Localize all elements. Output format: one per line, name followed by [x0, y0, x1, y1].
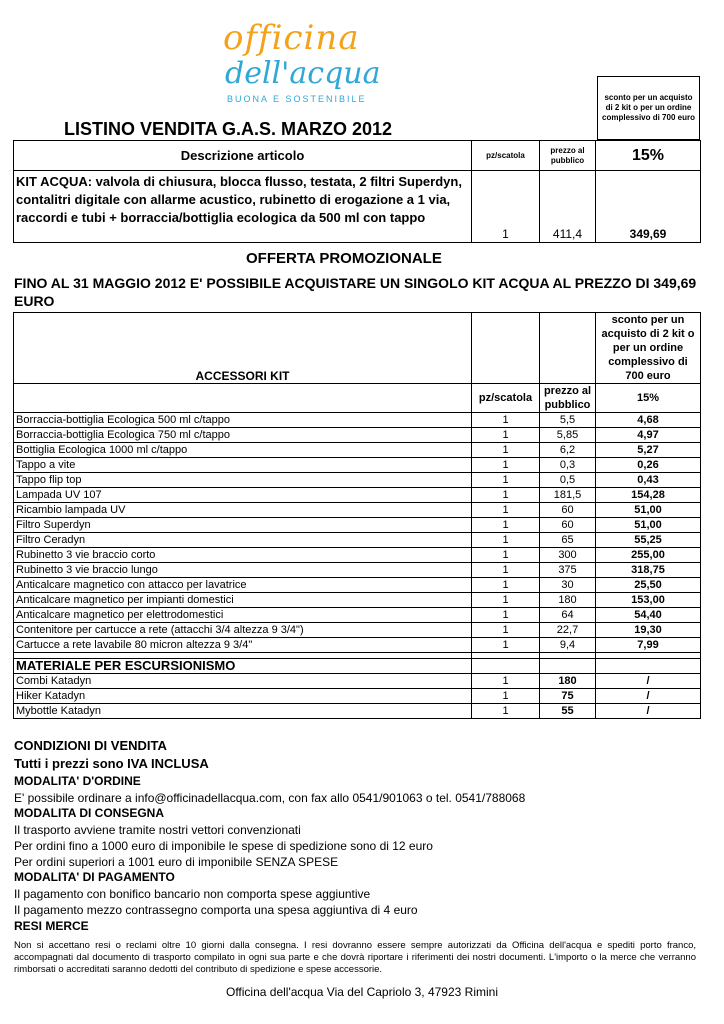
- logo-tagline: BUONA E SOSTENIBILE: [227, 94, 367, 104]
- returns-text: Non si accettano resi o reclami oltre 10 giorni dalla consegna. I resi dovranno essere sempre autorizzati da Officina dell'acqua e spediti porto franco, accompagnati dal documento di trasporto compilato in ogni sua parte e che dovrà riportare i riferimenti dei nostri documenti. L'importo o la merce che verranno rimborsati o accreditati saranno dedotti del contributo di spedizione e spese accessorie.: [14, 940, 696, 975]
- item-pz: 1: [472, 428, 540, 443]
- table-row: [14, 533, 701, 548]
- offer-title: OFFERTA PROMOZIONALE: [246, 250, 442, 267]
- table-row: [14, 563, 701, 578]
- offer-text: FINO AL 31 MAGGIO 2012 E' POSSIBILE ACQUISTARE UN SINGOLO KIT ACQUA AL PREZZO DI 349,69 EURO: [14, 275, 697, 309]
- col-description-header: Descrizione articolo: [14, 141, 472, 171]
- item-pz: 1: [472, 458, 540, 473]
- item-name: Filtro Superdyn: [14, 518, 472, 533]
- item-pz: 1: [472, 413, 540, 428]
- col-pz-header: pz/scatola: [472, 141, 540, 171]
- item-name: Mybottle Katadyn: [14, 704, 472, 719]
- logo-text-officina: officina: [223, 18, 360, 58]
- col-price-header: prezzo al pubblico: [540, 384, 596, 413]
- item-pz: 1: [472, 473, 540, 488]
- item-discounted-price: /: [596, 704, 701, 719]
- empty-cell: [540, 659, 596, 674]
- item-price: 60: [540, 518, 596, 533]
- page-title: LISTINO VENDITA G.A.S. MARZO 2012: [64, 119, 393, 139]
- item-name: Rubinetto 3 vie braccio corto: [14, 548, 472, 563]
- item-pz: 1: [472, 548, 540, 563]
- item-name: Rubinetto 3 vie braccio lungo: [14, 563, 472, 578]
- item-price: 181,5: [540, 488, 596, 503]
- table-row: [14, 578, 701, 593]
- item-price: 55: [540, 704, 596, 719]
- item-discounted-price: 153,00: [596, 593, 701, 608]
- logo-text-dellacqua: dell'acqua: [225, 56, 381, 91]
- item-price: 30: [540, 578, 596, 593]
- empty-cell: [14, 384, 472, 413]
- accessories-title: ACCESSORI KIT: [14, 313, 472, 384]
- item-name: Tappo flip top: [14, 473, 472, 488]
- kit-discounted-price: 349,69: [596, 171, 701, 243]
- item-pz: 1: [472, 518, 540, 533]
- item-name: Borraccia-bottiglia Ecologica 750 ml c/tappo: [14, 428, 472, 443]
- item-price: 60: [540, 503, 596, 518]
- col-pz-header: pz/scatola: [472, 384, 540, 413]
- shipping-line-3: Per ordini superiori a 1001 euro di imponibile SENZA SPESE: [14, 855, 339, 869]
- item-discounted-price: 19,30: [596, 623, 701, 638]
- section-header-row: [14, 659, 701, 674]
- kit-table: [13, 140, 701, 243]
- table-row: [14, 674, 701, 689]
- item-price: 75: [540, 689, 596, 704]
- kit-pz: 1: [472, 171, 540, 243]
- item-price: 300: [540, 548, 596, 563]
- payment-line-1: Il pagamento con bonifico bancario non comporta spese aggiuntive: [14, 887, 371, 901]
- company-logo: [215, 18, 385, 108]
- item-discounted-price: 55,25: [596, 533, 701, 548]
- table-row: [14, 623, 701, 638]
- item-name: Hiker Katadyn: [14, 689, 472, 704]
- item-discounted-price: 154,28: [596, 488, 701, 503]
- item-price: 5,5: [540, 413, 596, 428]
- item-discounted-price: 4,68: [596, 413, 701, 428]
- table-row: [14, 458, 701, 473]
- table-row: [14, 443, 701, 458]
- item-price: 22,7: [540, 623, 596, 638]
- table-row: [14, 413, 701, 428]
- item-pz: 1: [472, 704, 540, 719]
- table-row: [14, 428, 701, 443]
- payment-line-2: Il pagamento mezzo contrassegno comporta una spesa aggiuntiva di 4 euro: [14, 903, 418, 917]
- payment-title: MODALITA' DI PAGAMENTO: [14, 870, 175, 884]
- item-pz: 1: [472, 689, 540, 704]
- item-pz: 1: [472, 593, 540, 608]
- table-row: [14, 608, 701, 623]
- item-discounted-price: /: [596, 674, 701, 689]
- item-name: Filtro Ceradyn: [14, 533, 472, 548]
- discount-note: sconto per un acquisto di 2 kit o per un ordine complessivo di 700 euro: [598, 77, 700, 140]
- item-pz: 1: [472, 578, 540, 593]
- item-name: Anticalcare magnetico con attacco per lavatrice: [14, 578, 472, 593]
- returns-title: RESI MERCE: [14, 919, 89, 933]
- item-discounted-price: 7,99: [596, 638, 701, 653]
- item-name: Anticalcare magnetico per elettrodomestici: [14, 608, 472, 623]
- kit-description: KIT ACQUA: valvola di chiusura, blocca flusso, testata, 2 filtri Superdyn, contalitri digitale con allarme acustico, rubinetto di erogazione a 1 via, raccordi e tubi + borraccia/bottiglia ecologica da 500 ml con tappo: [14, 171, 472, 243]
- table-row: [14, 503, 701, 518]
- item-pz: 1: [472, 608, 540, 623]
- item-price: 180: [540, 674, 596, 689]
- item-discounted-price: 5,27: [596, 443, 701, 458]
- item-discounted-price: 0,26: [596, 458, 701, 473]
- shipping-line-2: Per ordini fino a 1000 euro di imponibile le spese di spedizione sono di 12 euro: [14, 839, 433, 853]
- item-discounted-price: 25,50: [596, 578, 701, 593]
- table-row: [14, 704, 701, 719]
- col-discount-header: 15%: [596, 384, 701, 413]
- empty-cell: [596, 659, 701, 674]
- shipping-title: MODALITA DI CONSEGNA: [14, 806, 164, 820]
- item-name: Lampada UV 107: [14, 488, 472, 503]
- table-row: [14, 689, 701, 704]
- shipping-line-1: Il trasporto avviene tramite nostri vettori convenzionati: [14, 823, 301, 837]
- vat-note: Tutti i prezzi sono IVA INCLUSA: [14, 756, 209, 771]
- item-price: 65: [540, 533, 596, 548]
- empty-cell: [472, 659, 540, 674]
- item-pz: 1: [472, 533, 540, 548]
- item-discounted-price: 318,75: [596, 563, 701, 578]
- item-price: 0,5: [540, 473, 596, 488]
- item-price: 180: [540, 593, 596, 608]
- table-row: [14, 473, 701, 488]
- empty-cell: [540, 313, 596, 384]
- item-discounted-price: 255,00: [596, 548, 701, 563]
- item-name: Ricambio lampada UV: [14, 503, 472, 518]
- col-price-header: prezzo al pubblico: [540, 141, 596, 171]
- item-pz: 1: [472, 488, 540, 503]
- hiking-section-title: MATERIALE PER ESCURSIONISMO: [14, 659, 472, 674]
- order-title: MODALITA' D'ORDINE: [14, 774, 141, 788]
- conditions-title: CONDIZIONI DI VENDITA: [14, 738, 167, 753]
- discount-note: sconto per un acquisto di 2 kit o per un ordine complessivo di 700 euro: [596, 313, 701, 384]
- kit-price: 411,4: [540, 171, 596, 243]
- item-discounted-price: 4,97: [596, 428, 701, 443]
- item-name: Contenitore per cartucce a rete (attacchi 3/4 altezza 9 3/4"): [14, 623, 472, 638]
- item-pz: 1: [472, 674, 540, 689]
- item-name: Tappo a vite: [14, 458, 472, 473]
- item-price: 9,4: [540, 638, 596, 653]
- item-pz: 1: [472, 623, 540, 638]
- item-discounted-price: 54,40: [596, 608, 701, 623]
- table-row: [14, 548, 701, 563]
- item-discounted-price: 0,43: [596, 473, 701, 488]
- item-price: 5,85: [540, 428, 596, 443]
- item-price: 64: [540, 608, 596, 623]
- table-row: [14, 593, 701, 608]
- item-pz: 1: [472, 443, 540, 458]
- col-discount-header: 15%: [596, 141, 701, 171]
- table-row: [14, 638, 701, 653]
- table-row: [14, 518, 701, 533]
- empty-cell: [472, 313, 540, 384]
- item-name: Anticalcare magnetico per impianti domestici: [14, 593, 472, 608]
- item-name: Bottiglia Ecologica 1000 ml c/tappo: [14, 443, 472, 458]
- item-pz: 1: [472, 638, 540, 653]
- item-price: 0,3: [540, 458, 596, 473]
- item-name: Borraccia-bottiglia Ecologica 500 ml c/tappo: [14, 413, 472, 428]
- accessories-table: [13, 312, 701, 719]
- item-discounted-price: /: [596, 689, 701, 704]
- item-name: Cartucce a rete lavabile 80 micron altezza 9 3/4": [14, 638, 472, 653]
- item-discounted-price: 51,00: [596, 503, 701, 518]
- table-row: [14, 488, 701, 503]
- discount-note-box: [597, 76, 700, 140]
- item-price: 6,2: [540, 443, 596, 458]
- item-price: 375: [540, 563, 596, 578]
- item-discounted-price: 51,00: [596, 518, 701, 533]
- footer-address: Officina dell'acqua Via del Capriolo 3, 47923 Rimini: [225, 985, 498, 999]
- item-pz: 1: [472, 563, 540, 578]
- order-text: E' possibile ordinare a info@officinadellacqua.com, con fax allo 0541/901063 o tel. 0541/788068: [14, 791, 526, 805]
- item-pz: 1: [472, 503, 540, 518]
- item-name: Combi Katadyn: [14, 674, 472, 689]
